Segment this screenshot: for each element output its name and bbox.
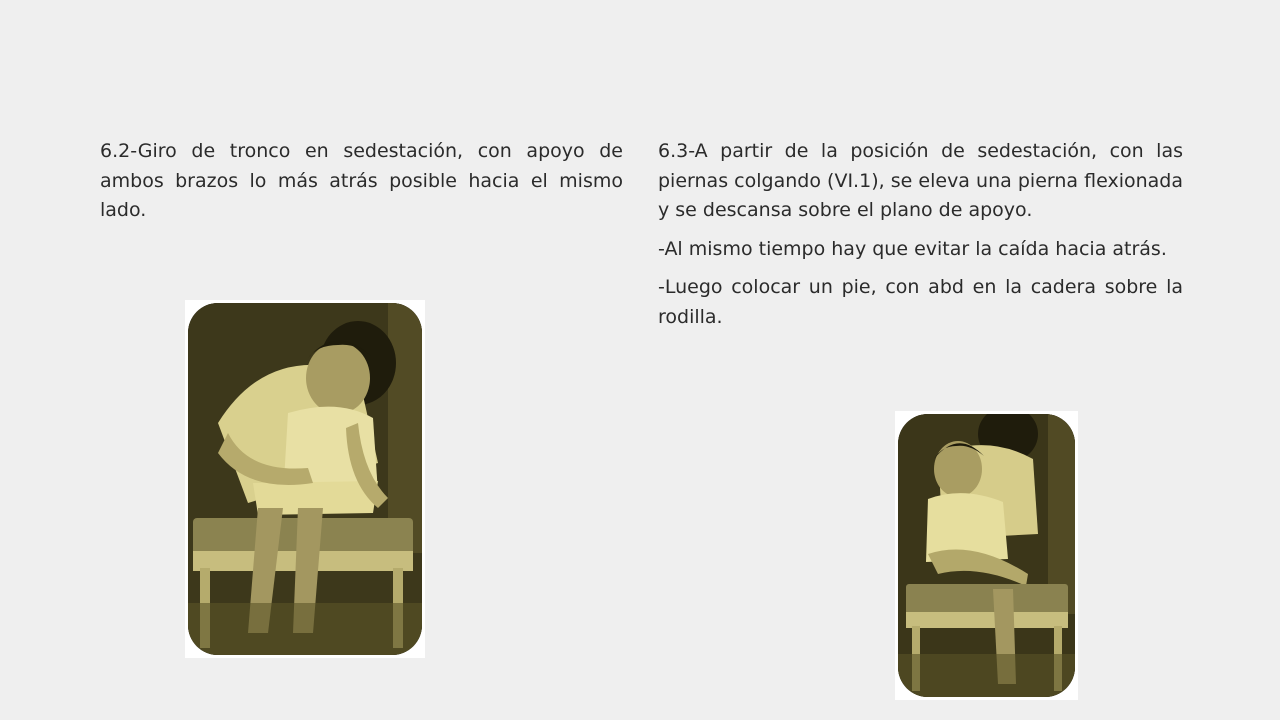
right-text-block — [658, 137, 1183, 341]
photo-child-trunk-rotation-icon — [188, 303, 422, 655]
left-text-block — [100, 137, 623, 235]
left-photo-frame — [185, 300, 425, 658]
right-paragraph-2: -Al mismo tiempo hay que evitar la caída hacia atrás. — [658, 237, 1167, 260]
right-paragraph-1: 6.3-A partir de la posición de sedestación, con las piernas colgando (VI.1), se eleva una pierna flexionada y se descansa sobre el plano de apoyo. — [658, 140, 1183, 221]
photo-child-leg-crossed-icon — [898, 414, 1075, 697]
left-paragraph-1: 6.2-Giro de tronco en sedestación, con apoyo de ambos brazos lo más atrás posible hacia el mismo lado. — [100, 140, 623, 221]
right-photo-frame — [895, 411, 1078, 700]
right-paragraph-3: -Luego colocar un pie, con abd en la cadera sobre la rodilla. — [658, 276, 1183, 328]
